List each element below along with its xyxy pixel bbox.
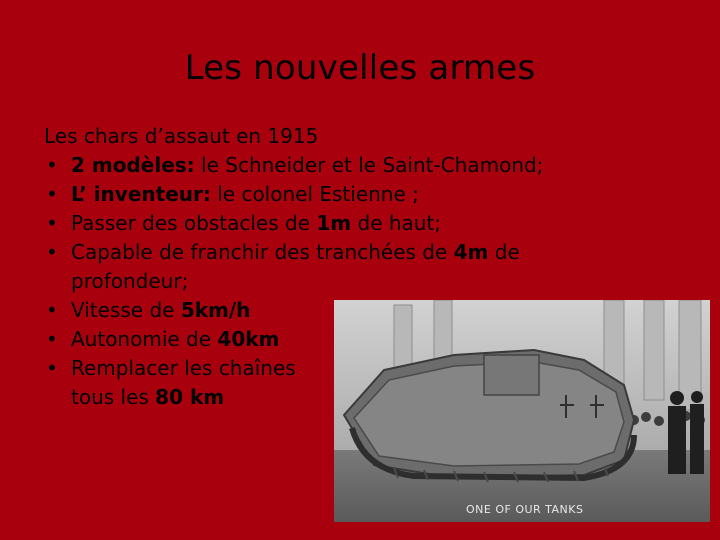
bullet-speed: • Vitesse de 5km/h <box>44 296 604 325</box>
intro-text: Les chars d’assaut en 1915 <box>44 124 319 148</box>
bullet-obstacles: • Passer des obstacles de 1m de haut; <box>44 209 604 238</box>
slide-title: Les nouvelles armes <box>184 48 536 88</box>
bullet-trenches: • Capable de franchir des tranchées de 4m de profondeur; <box>44 238 604 296</box>
bullet-tracks: • Remplacer les chaînes tous les 80 km <box>44 354 321 412</box>
bullet-range: • Autonomie de 40km <box>44 325 604 354</box>
photo-caption: ONE OF OUR TANKS <box>466 503 584 516</box>
tank-photo <box>334 300 710 522</box>
bullet-inventor: • L’ inventeur: le colonel Estienne ; <box>44 180 604 209</box>
tank-shape <box>344 350 634 482</box>
bullet-models: • 2 modèles: le Schneider et le Saint-Chamond; <box>44 151 604 180</box>
tank-illustration <box>334 300 710 522</box>
